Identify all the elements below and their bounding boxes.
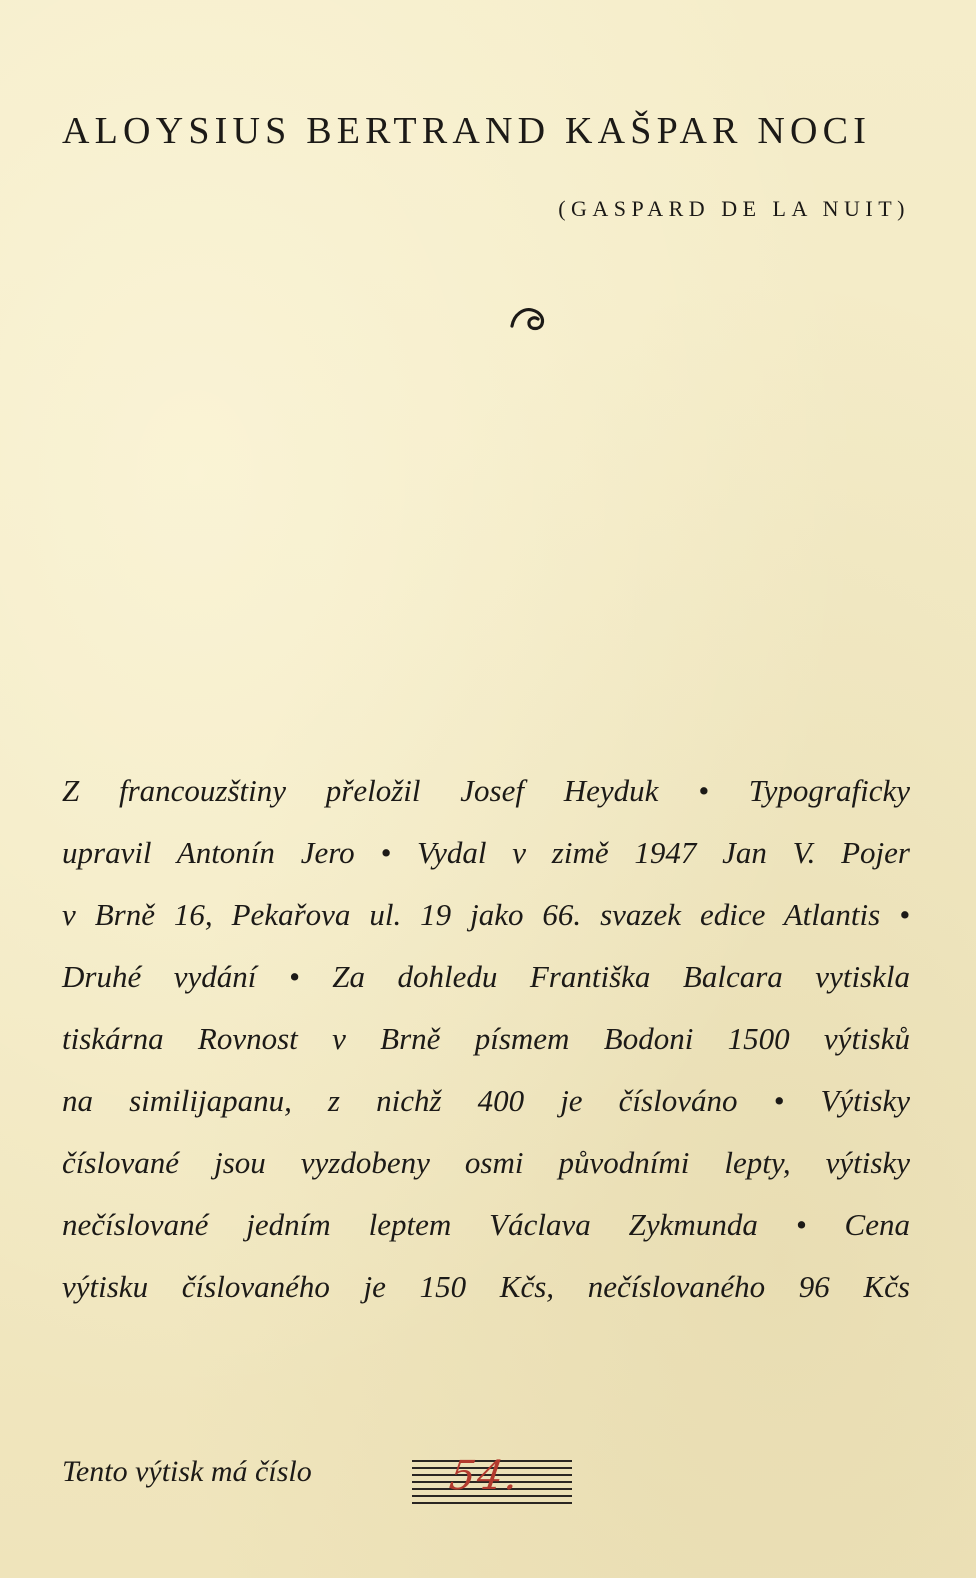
colophon-line: nečíslované jedním leptem Václava Zykmunda • Cena (62, 1207, 910, 1242)
fleuron-ornament-icon (508, 300, 554, 332)
colophon-line: výtisku číslovaného je 150 Kčs, nečíslovaného 96 Kčs (62, 1269, 910, 1304)
colophon-line: Z francouzštiny přeložil Josef Heyduk • Typograficky (62, 773, 910, 808)
colophon (62, 766, 910, 1324)
original-title: (GASPARD DE LA NUIT) (558, 196, 910, 221)
colophon-line: na similijapanu, z nichž 400 je číslováno • Výtisky (62, 1083, 910, 1118)
colophon-line: číslované jsou vyzdobeny osmi původními lepty, výtisky (62, 1145, 910, 1180)
colophon-line: tiskárna Rovnost v Brně písmem Bodoni 1500 výtisků (62, 1021, 910, 1056)
colophon-line: v Brně 16, Pekařova ul. 19 jako 66. svazek edice Atlantis • (62, 897, 910, 932)
colophon-line: upravil Antonín Jero • Vydal v zimě 1947 Jan V. Pojer (62, 835, 910, 870)
handwritten-copy-number: 54. (446, 1453, 523, 1499)
book-title: ALOYSIUS BERTRAND KAŠPAR NOCI (62, 110, 872, 152)
copy-number-label: Tento výtisk má číslo (62, 1455, 312, 1488)
colophon-line: Druhé vydání • Za dohledu Františka Balcara vytiskla (62, 959, 910, 994)
copy-number-field (412, 1454, 572, 1502)
copy-number-footer (62, 1448, 582, 1504)
number-field-rule (412, 1502, 572, 1504)
